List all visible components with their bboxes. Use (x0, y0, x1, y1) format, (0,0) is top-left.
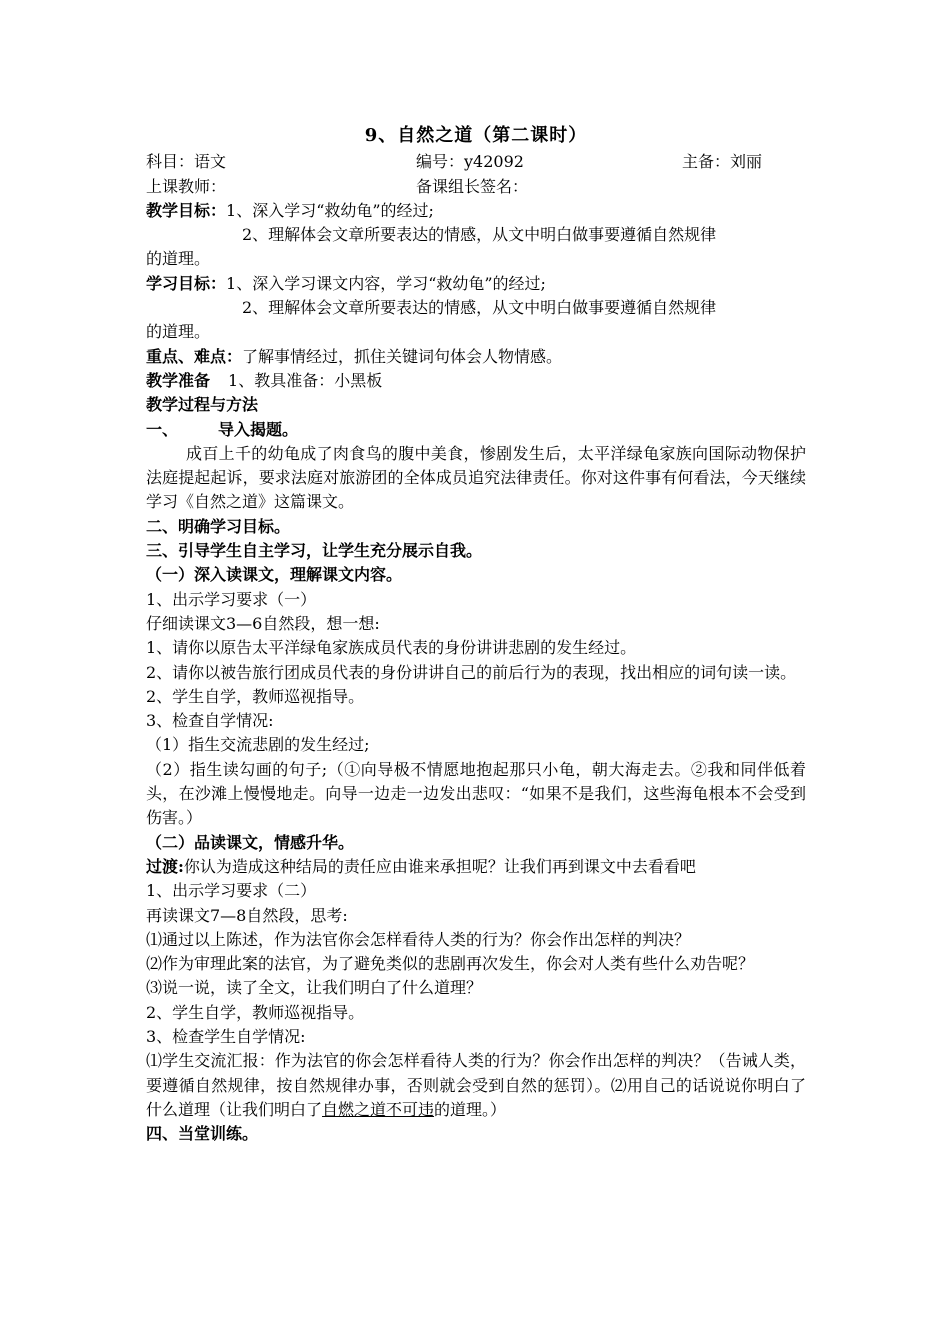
learning-goal-1: 1、深入学习课文内容，学习“救幼龟”的经过; (226, 273, 546, 293)
part-2-line: ⑶说一说，读了全文，让我们明白了什么道理？ (146, 978, 483, 998)
page-title: 9、自然之道（第二课时） (364, 125, 588, 146)
teacher-field: 上课教师： (146, 176, 227, 196)
learning-goal-2-cont: 的道理。 (146, 322, 211, 342)
preparation-label: 教学准备 (146, 370, 211, 390)
meta-row-2 (146, 175, 806, 199)
section-4-heading: 四、当堂训练。 (146, 1124, 259, 1144)
key-points-label: 重点、难点： (146, 346, 243, 366)
section-1-heading (146, 418, 806, 442)
code-field: 编号：y42092 (416, 152, 524, 172)
part-2-answer (146, 1049, 806, 1122)
underlined-phrase: 自燃之道不可违 (322, 1099, 435, 1119)
part-1-line: 仔细读课文3—6自然段，想一想: (146, 613, 380, 633)
lesson-plan-page (146, 124, 806, 1146)
teaching-goal-1: 1、深入学习“救幼龟”的经过; (226, 200, 434, 220)
learning-goals (146, 272, 806, 296)
key-points (146, 345, 806, 369)
teaching-goals (146, 199, 806, 223)
learning-goal-2: 2、理解体会文章所要表达的情感，从文中明白做事要遵循自然规律 (242, 298, 717, 318)
lead-author-field: 主备：刘丽 (682, 152, 763, 172)
teaching-goal-2: 2、理解体会文章所要表达的情感，从文中明白做事要遵循自然规律 (242, 225, 717, 245)
part-2-line: 再读课文7—8自然段，思考: (146, 905, 348, 925)
section-1-number: 一、 (146, 419, 179, 439)
preparation-text: 1、教具准备：小黑板 (228, 370, 383, 390)
transition-line (146, 855, 806, 879)
process-heading: 教学过程与方法 (146, 395, 259, 415)
part-1-line: 2、请你以被告旅行团成员代表的身份讲讲自己的前后行为的表现，找出相应的词句读一读。 (146, 662, 797, 682)
teaching-preparation (146, 369, 806, 393)
part-2-line: 2、学生自学，教师巡视指导。 (146, 1002, 365, 1022)
part-1-line: 2、学生自学，教师巡视指导。 (146, 686, 365, 706)
subject-field: 科目：语文 (146, 152, 227, 172)
part-2-line: 3、检查学生自学情况: (146, 1026, 306, 1046)
transition-label: 过渡: (146, 856, 184, 876)
group-sign-field: 备课组长签名： (416, 176, 529, 196)
part-1-line: 3、检查自学情况: (146, 711, 274, 731)
answer-text: ⑴学生交流汇报：作为法官的你会怎样看待人类的行为？你会作出怎样的判决？（告诫人类，要遵循自然规律，按自然规律办事，否则就会受到自然的惩罚）。⑵用自己的话说说你明白了什么道理（让我们明白了 (146, 1051, 806, 1119)
learning-goals-label: 学习目标： (146, 273, 227, 293)
key-points-text: 了解事情经过，抓住关键词句体会人物情感。 (242, 346, 563, 366)
part-1-line: 1、出示学习要求（一） (146, 589, 317, 609)
part-1-line: 1、请你以原告太平洋绿龟家族成员代表的身份讲讲悲剧的发生经过。 (146, 638, 637, 658)
part-2-line: ⑴通过以上陈述，作为法官你会怎样看待人类的行为？你会作出怎样的判决？ (146, 929, 691, 949)
teaching-goal-2-cont: 的道理。 (146, 249, 211, 269)
part-1-line: （1）指生交流悲剧的发生经过; (146, 735, 370, 755)
section-2-heading: 二、明确学习目标。 (146, 516, 291, 536)
part-2-line: ⑵作为审理此案的法官，为了避免类似的悲剧再次发生，你会对人类有些什么劝告呢？ (146, 954, 755, 974)
part-2-line: 1、出示学习要求（二） (146, 881, 317, 901)
answer-text-end: 的道理。） (434, 1099, 507, 1119)
part-2-heading: （二）品读课文，情感升华。 (146, 832, 355, 852)
part-1-heading: （一）深入读课文，理解课文内容。 (146, 565, 403, 585)
part-1-line: （2）指生读勾画的句子;（①向导极不情愿地抱起那只小龟，朝大海走去。②我和同伴低着头，在沙滩上慢慢地走。向导一边走一边发出悲叹：“如果不是我们，这些海龟根本不会受到伤害。） (146, 759, 806, 828)
intro-paragraph: 成百上千的幼龟成了肉食鸟的腹中美食，惨剧发生后，太平洋绿龟家族向国际动物保护法庭提起起诉，要求法庭对旅游团的全体成员追究法律责任。你对这件事有何看法，今天继续学习《自然之道》这篇课文。 (146, 443, 806, 512)
meta-row-1 (146, 150, 806, 174)
teaching-goals-label: 教学目标： (146, 200, 227, 220)
section-3-heading: 三、引导学生自主学习，让学生充分展示自我。 (146, 541, 483, 561)
section-1-title: 导入揭题。 (218, 419, 299, 439)
transition-text: 你认为造成这种结局的责任应由谁来承担呢？让我们再到课文中去看看吧 (183, 856, 696, 876)
